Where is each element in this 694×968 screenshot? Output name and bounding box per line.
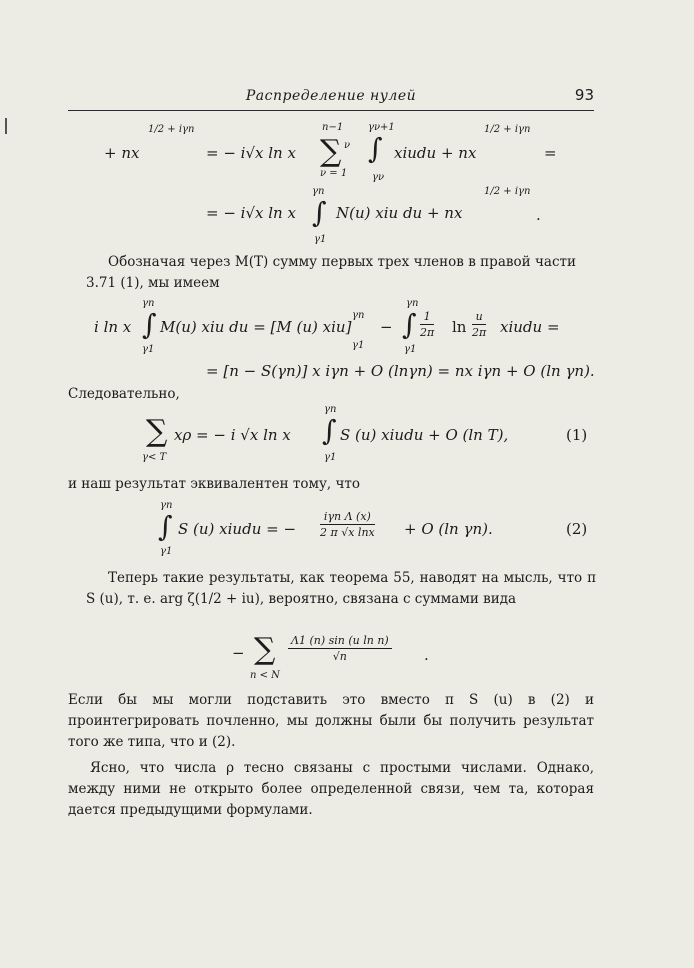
paragraph-2: Следовательно,	[68, 386, 180, 402]
eq1-sum-lower: ν = 1	[320, 168, 348, 179]
eq3-part1: M(u) xiu du = [M (u) xiu]	[160, 318, 352, 336]
eq3-int1-upper: γn	[142, 298, 155, 309]
integral-sign: ∫	[322, 414, 337, 447]
eq3-int2-lower: γ1	[404, 344, 417, 355]
eq3-int1-lower: γ1	[142, 344, 155, 355]
eq7-sum-lower: n < N	[250, 670, 280, 681]
eq1-lead-sup: 1/2 + iγn	[148, 124, 195, 135]
eq5-int-upper: γn	[324, 404, 337, 415]
integral-sign: ∫	[402, 308, 417, 341]
equation-number-2: (2)	[566, 520, 588, 538]
fraction-denominator: 2 π √x lnx	[320, 526, 375, 539]
eq2-tail: .	[536, 206, 541, 224]
fraction-numerator: Λ1 (n) sin (u ln n)	[288, 634, 392, 649]
eq1-tail-sup: 1/2 + iγn	[484, 124, 531, 135]
running-title: Распределение нулей	[245, 88, 417, 104]
eq3-minus: −	[380, 318, 393, 336]
integral-sign: ∫	[312, 196, 327, 229]
eq6-integrand: S (u) xiudu = −	[178, 520, 297, 538]
eq6-int-lower: γ1	[160, 546, 173, 557]
eq3-bracket-upper: γn	[352, 310, 365, 321]
eq3-int2-upper: γn	[406, 298, 419, 309]
fraction-denominator: 2π	[472, 326, 487, 339]
integral-sign: ∫	[142, 308, 157, 341]
eq3-fraction-2	[472, 310, 486, 339]
eq2-lead: = − i√x ln x	[206, 204, 296, 222]
eq3-part2: xiudu =	[500, 318, 560, 336]
eq1-mid: = − i√x ln x	[206, 144, 296, 162]
integral-sign: ∫	[368, 132, 383, 165]
paragraph-5: Если бы мы могли подставить это вместо π S (u) в (2) и проинтегрировать почленно, мы должны были бы получить результат того же типа, что и (2).	[68, 692, 594, 750]
margin-mark	[5, 118, 7, 134]
fraction-numerator: 1	[420, 310, 434, 325]
eq1-int-upper: γν+1	[368, 122, 395, 133]
paragraph-3: и наш результат эквивалентен тому, что	[68, 476, 361, 492]
eq3-bracket-lower: γ1	[352, 340, 365, 351]
eq6-int-upper: γn	[160, 500, 173, 511]
eq5-integrand: S (u) xiudu + O (ln T),	[340, 426, 509, 444]
eq6-tail: + O (ln γn).	[404, 520, 493, 538]
eq7-fraction	[288, 634, 392, 663]
fraction-numerator: u	[472, 310, 486, 325]
page-header	[68, 86, 594, 111]
page-number: 93	[574, 86, 594, 104]
eq1-sum-var: ν	[344, 140, 351, 151]
paragraph-1: Обозначая через M(T) сумму первых трех членов в правой части 3.71 (1), мы имеем	[86, 254, 576, 291]
fraction-numerator: iγn Λ (x)	[320, 510, 375, 525]
eq7-tail: .	[424, 646, 429, 664]
eq2-int-lower: γ1	[314, 234, 327, 245]
eq3-ln: ln	[452, 318, 467, 336]
paragraph-6: Ясно, что числа ρ тесно связаны с простыми числами. Однако, между ними не открыто более определенной связи, чем та, которая дается предыдущими формулами.	[68, 760, 594, 818]
eq7-minus: −	[232, 644, 245, 662]
summation-sign: ∑	[320, 134, 342, 169]
fraction-denominator: 2π	[420, 326, 435, 339]
paragraph-4: Теперь такие результаты, как теорема 55, наводят на мысль, что π S (u), т. е. arg ζ(1/2 + iu), вероятно, связана с суммами вида	[86, 570, 596, 607]
eq1-lead: + nx	[104, 144, 140, 162]
eq1-int-lower: γν	[372, 172, 385, 183]
eq3-lead: i ln x	[94, 318, 132, 336]
eq1-sum-upper: n−1	[322, 122, 344, 133]
eq3-fraction	[420, 310, 434, 339]
eq5-summand: xρ = − i √x ln x	[174, 426, 291, 444]
equation-4: = [n − S(γn)] x iγn + O (lnγn) = nx iγn + O (ln γn).	[206, 362, 595, 380]
summation-sign: ∑	[146, 414, 168, 449]
eq2-tail-sup: 1/2 + iγn	[484, 186, 531, 197]
eq2-int-upper: γn	[312, 186, 325, 197]
eq1-tail: =	[544, 144, 557, 162]
fraction-denominator: √n	[332, 650, 347, 663]
eq5-sum-lower: γ< T	[142, 452, 167, 463]
eq2-integrand: N(u) xiu du + nx	[336, 204, 463, 222]
eq6-fraction	[320, 510, 375, 539]
summation-sign: ∑	[254, 632, 276, 667]
equation-number-1: (1)	[566, 426, 588, 444]
eq5-int-lower: γ1	[324, 452, 337, 463]
eq1-integrand: xiudu + nx	[394, 144, 477, 162]
integral-sign: ∫	[158, 510, 173, 543]
